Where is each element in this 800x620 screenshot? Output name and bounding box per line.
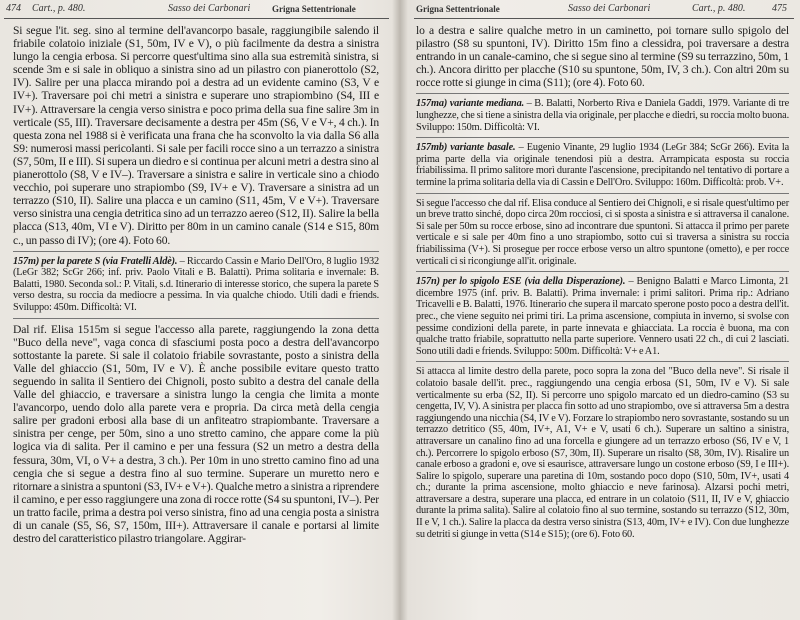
- zone-name: Sasso dei Carbonari: [168, 3, 251, 14]
- left-page: [0, 0, 398, 620]
- route-description: – Eugenio Vinante, 29 luglio 1934 (LeGr 384; ScGr 266). Evita la prima parte della via originale tenendosi più a destra. Arrampicata esposta su roccia friabilissima. Il primo salitore morì durante l'ascensione, precipitando nel tentativo di portare a termine la prima solitaria della via di Cassin e Dell'Oro. Sviluppo: 160m. Difficoltà: prob. V+.: [416, 142, 789, 189]
- paragraph: Si attacca al limite destro della parete, poco sopra la zona del "Buco della neve". Si risale il colatoio basale dell'it. prec., raggiungendo una cengia erbosa (S1, 50m, IV e V). Si sale verticalmente su erba (S2, II). Si percorre uno spigolo marcato ed un diedro-camino (S3 su cengetta, IV, V). A sinistra per placca fin sotto ad uno strapiombo, ove si attraversa 5m a destra raggiungendo una nicchia (S4, IV e V). Forzare lo strapiombo nero sovrastante, sostando su un terrazzo detritico (S5, 40m, IV+, A1, V+ e V, usati 6 ch.). Superare un saltino a sinistra, attraversare un canalino fino ad una forcella e giungere ad un terrazzo erboso (S6, IV e V, 1 ch.). Percorrere lo spigolo erboso (S7, 30m, II). Superare un risalto (S8, 30m, IV). Risalire un canale erboso a gradoni e, ove si esaurisce, attraversare lungo un costone erboso (S9, I e III+). Salire lo spigolo, superare una paretina di 10m, sostando poco dopo (S10, 50m, IV+, usati 4 ch.; durante la prima ascensione, molto ghiaccio e neve farinosa). Alzarsi pochi metri, attraversare a destra, superare una placca, ed entrare in un colatoio (S11, II, IV e V, ghiaccio durante la prima salita). Salire al colatoio fino al suo termine, sostando su terrazzo (S12, 30m, II e V, 1 ch.). Salire la placca da destra verso sinistra (S13, 40m, IV+ e IV). Con due lunghezze su detriti si giunge in vetta (S14 e S15); (ore 6). Foto 60.: [416, 366, 789, 540]
- right-page-header: [402, 3, 800, 19]
- paragraph: lo a destra e salire qualche metro in un caminetto, poi tornare sullo spigolo del pilastro (S8 su spuntoni, IV). Diritto 15m fino a clessidra, poi traversare a destra entrando in un canale-camino, che si segue sino al termine (S9 su terrazzino, 50m, 1 ch.). Ancora diritto per placche (S10 su spuntone, 50m, IV, 3 ch.). Con altri 20m su rocce rotte si giunge in cima (S11); (ore 4). Foto 60.: [416, 24, 789, 90]
- right-page-body: [416, 24, 789, 540]
- route-entry: [416, 98, 789, 133]
- route-title: 157m) per la parete S (via Fratelli Aldè).: [13, 255, 178, 267]
- page-number: 475: [772, 3, 787, 14]
- route-description: – B. Balatti, Norberto Riva e Daniela Gaddi, 1979. Variante di tre lunghezze, che si tiene a sinistra della via originale, per placche e diedri, su roccia molto buona. Sviluppo: 150m. Difficoltà: VI.: [416, 98, 789, 133]
- route-title: 157ma) variante mediana.: [416, 98, 525, 110]
- paragraph: Si segue l'accesso che dal rif. Elisa conduce al Sentiero dei Chignoli, e si risale quest'ultimo per un breve tratto sinché, dopo circa 20m rocciosi, ci si sposta a sinistra e si attraversa il canalone. Si sale per 50m su rocce erbose, sino ad incontrare due spuntoni. Si attacca il primo per parete verticale e si sale per 40m fino a uno strapiombo, sotto cui si traversa a sinistra su roccia friabilissima (V+). Si prosegue per rocce erbose verso un altro spuntone (ometto), e per rocce verticali ci si ricongiunge all'it. originale.: [416, 197, 789, 267]
- separator: [416, 93, 789, 94]
- separator: [416, 193, 789, 194]
- right-page: [402, 0, 800, 620]
- route-entry: [416, 276, 789, 357]
- separator: [416, 271, 789, 272]
- running-title: Grigna Settentrionale: [272, 4, 356, 14]
- route-title: 157n) per lo spigolo ESE (via della Disperazione).: [416, 276, 626, 288]
- header-rule: [4, 18, 389, 19]
- separator: [13, 318, 379, 319]
- page-number: 474: [6, 3, 21, 14]
- zone-name: Sasso dei Carbonari: [568, 3, 651, 14]
- route-description: – Riccardo Cassin e Mario Dell'Oro, 8 luglio 1932 (LeGr 382; ScGr 266; inf. priv. Paolo Vitali e B. Balatti). Prima solitaria e invernale: B. Balatti, 1980. Seconda sol.: P. Vitali, s.d. Itinerario di interesse storico, che supera la parete S verso destra, su roccia da mediocre a pessima. In via qualche chiodo. Utili dadi e friends. Sviluppo: 450m. Difficoltà: VI.: [13, 255, 379, 313]
- map-reference: Cart., p. 480.: [32, 3, 86, 14]
- separator: [13, 251, 379, 252]
- separator: [416, 361, 789, 362]
- route-entry: [416, 142, 789, 188]
- left-page-body: [13, 24, 379, 545]
- route-entry: [13, 256, 379, 314]
- header-rule: [414, 18, 794, 19]
- paragraph: Si segue l'it. seg. sino al termine dell'avancorpo basale, raggiungibile salendo il friabile colatoio iniziale (S1, 50m, IV e V), o più facilmente da destra a sinistra lungo la cengia erbosa. Si percorre quest'ultima sino alla sua estremità sinistra, si scende 3m e si sale in obliquo a sinistra sino ad un pilastro con pianerottolo (S2, IV). Salire per una placca mirando poi a destra ad un evidente camino (S3, V e IV+). Traversare poi chi metri a sinistra e superare uno strapiombino (S4, III e IV+). Attraversare la cengia verso sinistra e poco prima della sua fine salire 3m in verticale (S5, III). Traversare decisamente a destra per 45m (S6, V e V+, 4 ch.). In questa zona nel 1988 si è verificata una frana che ha sconvolto la via dalla S6 alla S9: numerosi massi pericolanti. Si sale per facili rocce sino a un terrazzo a sinistra (S7, 50m, II e III). Si supera un diedro e si continua per alcuni metri a destra sino al pianerottolo (S8, V e IV–). Traversare a sinistra e salire in verticale sino a chiodo vecchio, poi superare uno strapiombo (S9, IV+ e V). Traversare a sinistra ad un terrazzo (S10, II). Salire una placca e un camino (S11, 45m, V e V+). Traversare verso sinistra una cengia detritica sino ad un terrazzo aereo (S12, II). Salire la bella placca (S13, 40m, VI e V). Diritto per 80m in un camino canale (S14 e S15, 80m c., un passo di IV); (ore 4). Foto 60.: [13, 24, 379, 247]
- running-title: Grigna Settentrionale: [416, 4, 500, 14]
- separator: [416, 137, 789, 138]
- route-description: – Benigno Balatti e Marco Limonta, 21 dicembre 1975 (inf. priv. B. Balatti). Prima invernale: i primi salitori. Prima rip.: Adriano Tricavelli e B. Balatti, 1976. Itinerario che supera il marcato sperone posto poco a destra dell'it. prec., che viene seguito nei primi tiri. La prima ascensione, compiuta in inverno, si svolse con pessime condizioni della parete, in parte innevata e ghiacciata. La roccia è buona, ma con qualche tratto friabile, soprattutto nella parte superiore. Vennero usati 22 ch., di cui 2 lasciati. Sono utili dadi e friends. Sviluppo: 500m. Difficoltà: V+ e A1.: [416, 276, 789, 357]
- route-title: 157mb) variante basale.: [416, 142, 516, 154]
- map-reference: Cart., p. 480.: [692, 3, 746, 14]
- left-page-header: [0, 3, 398, 19]
- paragraph: Dal rif. Elisa 1515m si segue l'accesso alla parete, raggiungendo la zona detta "Buco della neve", vaga conca di sfasciumi posta poco a destra dell'avancorpo sottostante la parete. Si sale il colatoio friabile sovrastante, posto a sinistra della Valle del ghiaccio (S1, 50m, IV e V). È anche possibile evitare questo tratto seguendo in salita il Sentiero dei Chignoli, posto subito a destra del canale della Valle del ghiaccio, e traversare a sinistra lungo la cengia che limita a monte l'avancorpo, uendo dolo alla parete vera e propria. Da circa metà della cengia salire per gradoni erbosi alla base di un anfiteatro strapiombante. Traversare a sinistra per cenge, per 50m, sino a uno stretto camino, che appare come la più logica via di salita. Per il camino e per una fessura (S2 un metro a destra della fessura, 30m, VI, o V+ a destra, 3 ch.). Per 10m in uno stretto camino fino ad una cengia che si segue a destra fino al suo termine. Superare un muretto nero e ritornare a sinistra a spuntoni (S3, IV+ e V+). Qualche metro a sinistra a riprendere il camino, e per esso raggiungere una zona di rocce rotte (S4 su spuntoni, IV–). Per un tratto facile, prima a destra poi verso sinistra, fino ad una cengia posta a sinistra di un canale (S5, S6, S7, 150m, III+). Attraversare il canale e portarsi al limite destro del caratteristico pilastro triangolare. Aggirar-: [13, 322, 379, 546]
